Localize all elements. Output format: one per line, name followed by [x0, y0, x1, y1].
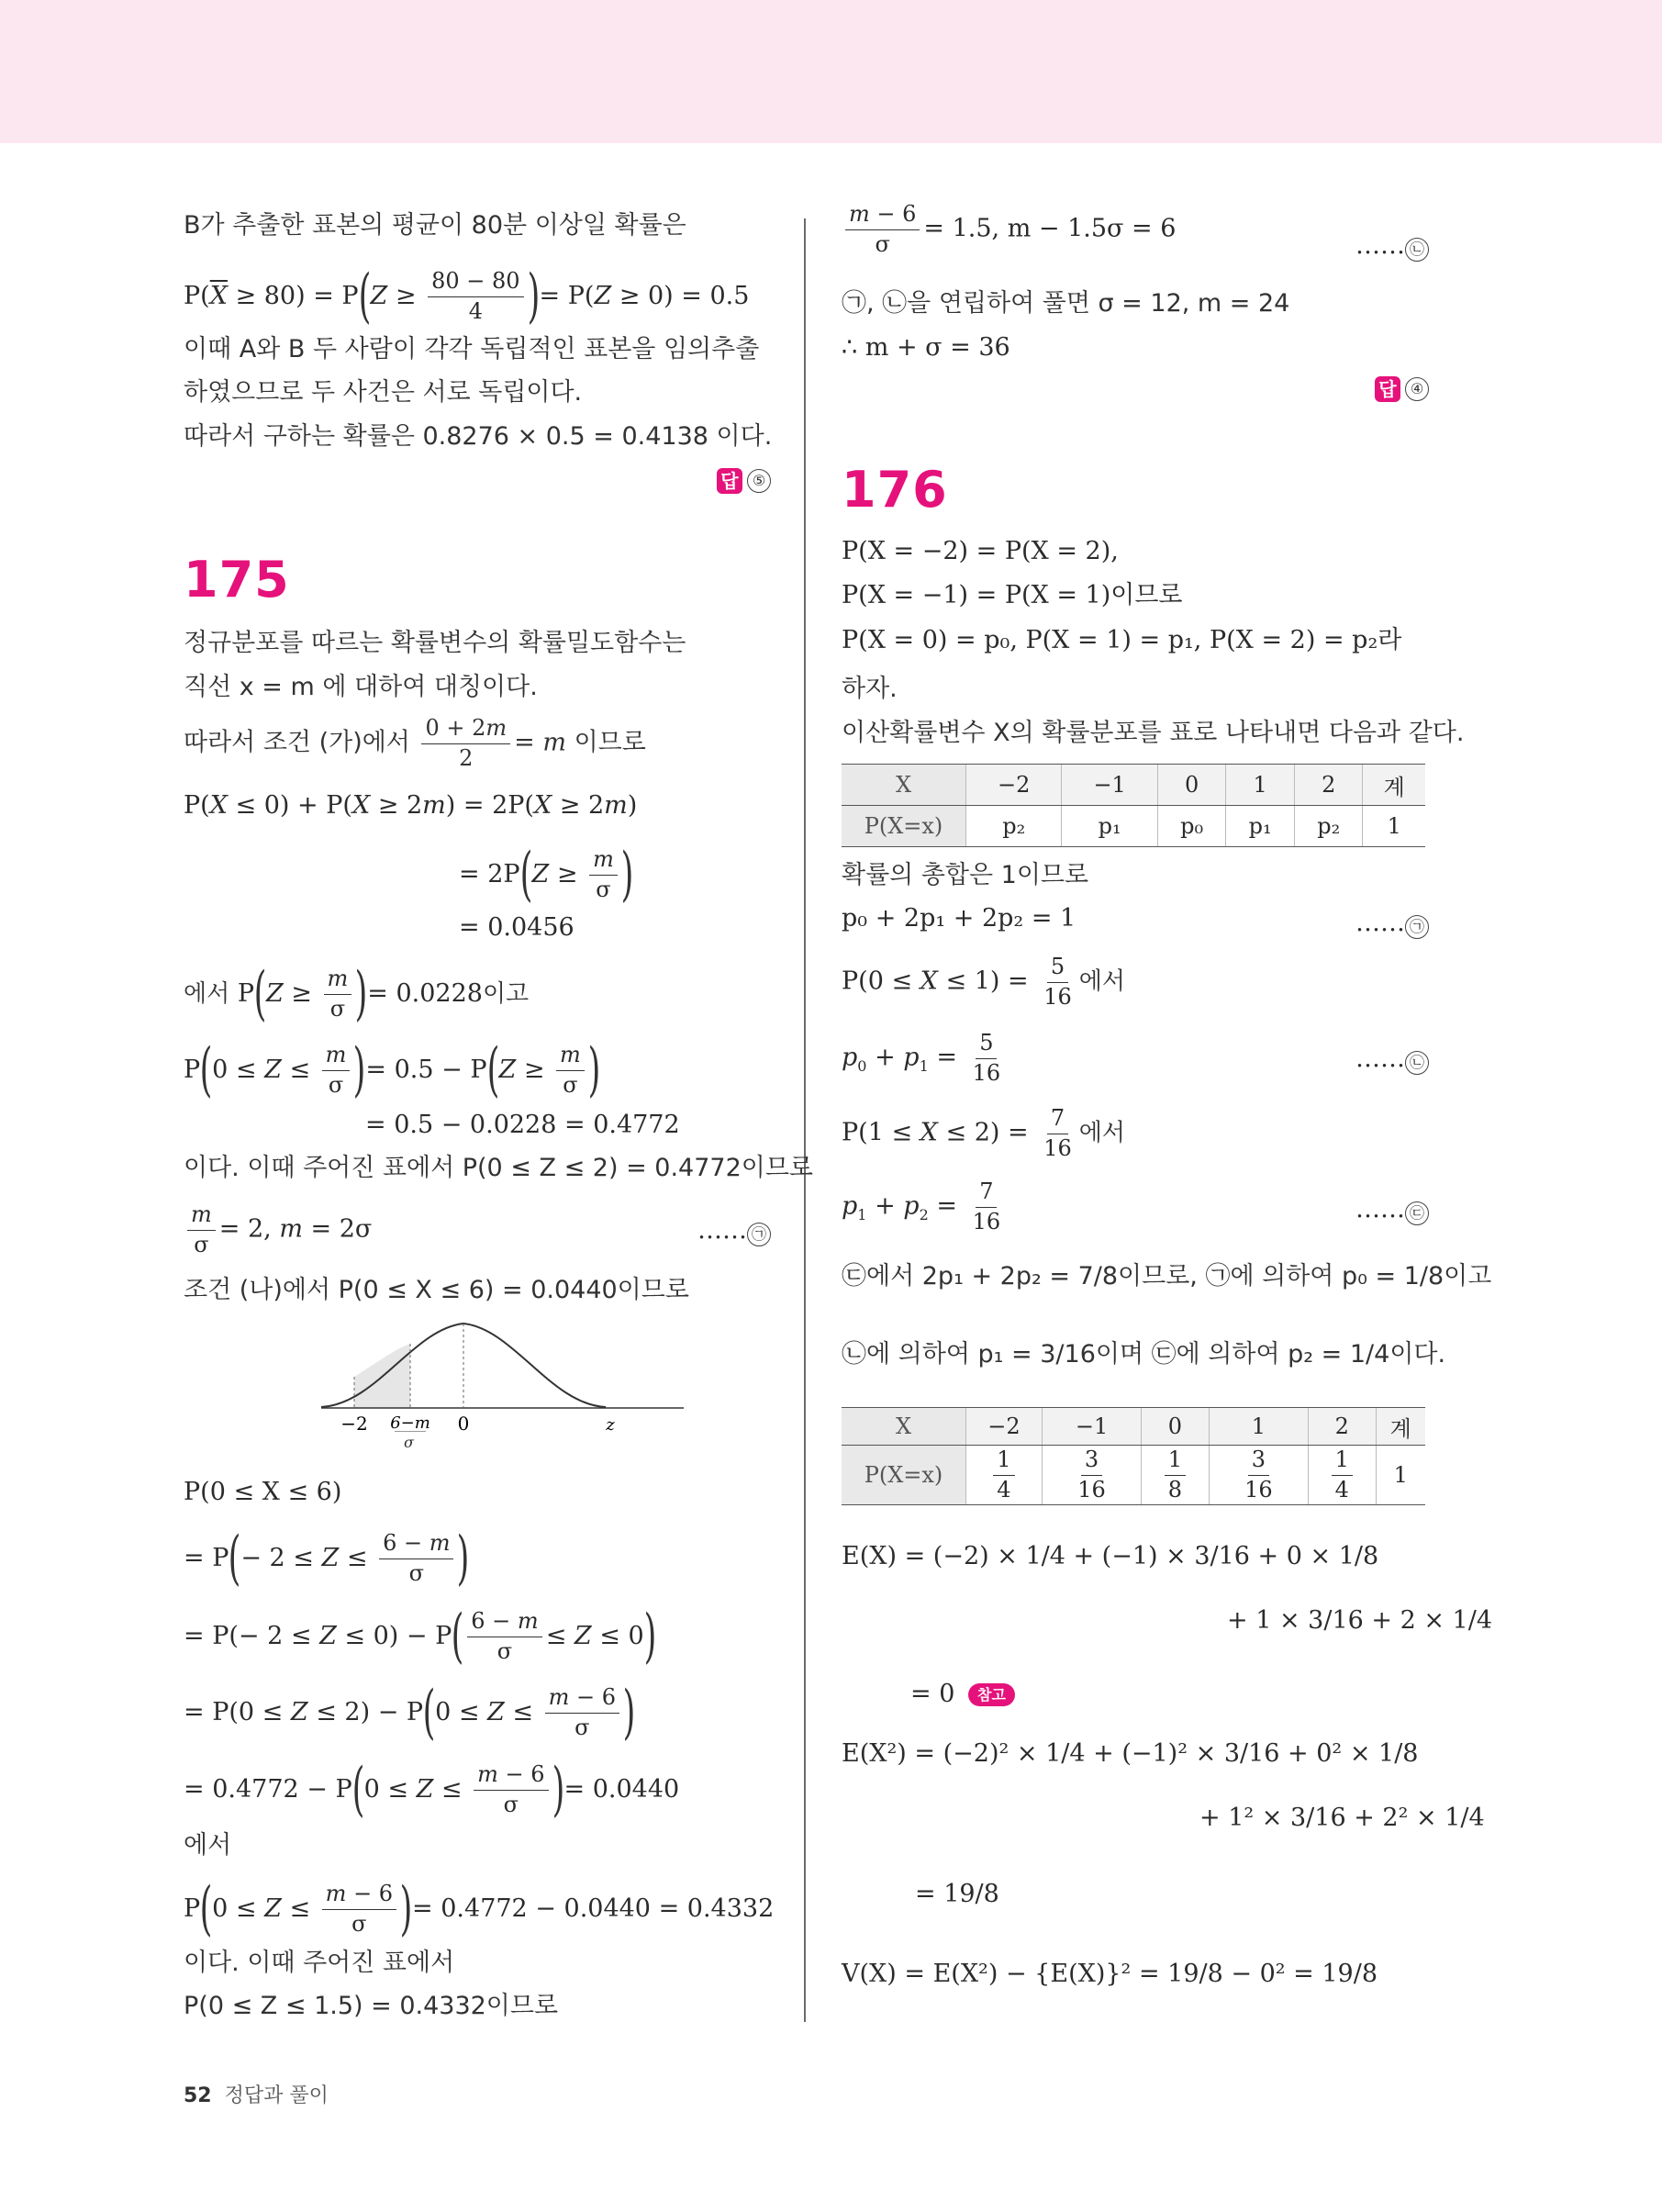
fraction-num: 3 — [1081, 1447, 1102, 1476]
text-span: = 0 — [910, 1680, 955, 1708]
math-line: P(0 ≤ X ≤ 6) — [184, 1478, 342, 1506]
answer-badge: 답 — [717, 468, 742, 494]
table-cell: 1 — [1209, 1408, 1308, 1446]
equation-tag: …… ㉠ — [1355, 909, 1429, 939]
header-band — [0, 0, 1662, 143]
table-cell: p₀ — [1157, 806, 1226, 847]
circled-label: ㉡ — [1405, 238, 1429, 262]
math-line: P(0 ≤ Z ≤ $\frac{m - 6}{\sigma}$ )= 0.4772 − 0.0440 = 0.4332 — [184, 1875, 775, 1943]
text-line: 이때 A와 B 두 사람이 각각 독립적인 표본을 임의추출 — [184, 335, 760, 363]
circled-label: ㉠ — [1405, 915, 1429, 939]
table-cell: 0 — [1157, 765, 1226, 806]
math-line: P(X ≤ 0) + P(X ≥ 2m) = 2P(X ≥ 2m) — [184, 791, 638, 820]
table-cell: 1 — [1226, 765, 1295, 806]
answer-mark — [1375, 376, 1429, 402]
math-line: $p_1 + p_2$ = $\frac{7}{16}$ — [842, 1179, 1001, 1234]
math-line: E(X²) = (−2)² × 1/4 + (−1)² × 3/16 + 0² × 1/8 — [842, 1739, 1419, 1768]
axis-label: 6−m — [390, 1413, 430, 1432]
text-line: 하자. — [842, 675, 898, 703]
table-cell: 1 — [1363, 806, 1425, 847]
table-cell — [1142, 1446, 1210, 1505]
math-line: = 2P(Z ≥ $\frac{m}{\sigma}$ ) — [459, 841, 634, 909]
math-line: 따라서 조건 (가)에서 $\frac{0 + 2m}{2}$ = m 이므로 — [184, 715, 646, 771]
table-cell: p₂ — [966, 806, 1062, 847]
text-line: 정규분포를 따르는 확률변수의 확률밀도함수는 — [184, 629, 686, 657]
math-line: = 0.0456 — [459, 913, 574, 942]
fraction-den: 8 — [1167, 1476, 1183, 1503]
math-line: = P(0 ≤ Z ≤ 2) − P(0 ≤ Z ≤ $\frac{m - 6}{\sigma}$ ) — [184, 1679, 636, 1747]
problem-number: 176 — [842, 461, 948, 519]
table-cell: 계 — [1376, 1408, 1425, 1446]
math-line: P(X = −1) = P(X = 1)이므로 — [842, 581, 1183, 609]
text-span: 에서 — [1078, 967, 1125, 996]
text-line: P(0 ≤ Z ≤ 1.5) = 0.4332이므로 — [184, 1992, 559, 2020]
answer-choice: ⑤ — [747, 469, 771, 493]
text-line: 이다. 이때 주어진 표에서 — [184, 1949, 455, 1977]
math-line: P(0 ≤ X ≤ 1) = $\frac{5}{16}$ 에서 — [842, 954, 1125, 1010]
text-line: 조건 (나)에서 P(0 ≤ X ≤ 6) = 0.0440이므로 — [184, 1276, 689, 1304]
axis-label: σ — [404, 1434, 414, 1451]
math-line: $p_0 + p_1$ = $\frac{5}{16}$ — [842, 1030, 1001, 1086]
axis-label: 0 — [457, 1413, 470, 1432]
distribution-table — [842, 764, 1425, 847]
fraction-den: 4 — [997, 1476, 1011, 1503]
math-line: = P(− 2 ≤ Z ≤ 0) − P( $\frac{6 - m}{\sigma}$ ≤ Z ≤ 0) — [184, 1603, 656, 1670]
distribution-table — [842, 1407, 1425, 1505]
fraction-num: 1 — [1165, 1447, 1186, 1476]
math-line: V(X) = E(X²) − {E(X)}² = 19/8 − 0² = 19/8 — [842, 1960, 1378, 1988]
column-divider — [804, 218, 806, 2022]
text-span: 이므로 — [574, 728, 646, 757]
fraction-num: 1 — [993, 1447, 1014, 1476]
text-line: 이다. 이때 주어진 표에서 P(0 ≤ Z ≤ 2) = 0.4772이므로 — [184, 1154, 814, 1182]
fraction-num: 3 — [1248, 1447, 1269, 1476]
math-line: P(X = −2) = P(X = 2), — [842, 537, 1119, 565]
text-line: 확률의 총합은 1이므로 — [842, 861, 1089, 889]
table-cell: X — [842, 1408, 966, 1446]
table-cell: 0 — [1142, 1408, 1210, 1446]
math-line: = 0.4772 − P(0 ≤ Z ≤ $\frac{m - 6}{\sigma}$ )= 0.0440 — [184, 1756, 680, 1824]
equation-tag: …… ㉠ — [697, 1216, 771, 1246]
table-cell: 1 — [1376, 1446, 1425, 1505]
text-line: ㉢에서 2p₁ + 2p₂ = 7/8이므로, ㉠에 의하여 p₀ = 1/8이고 — [842, 1262, 1492, 1290]
note-badge: 참고 — [968, 1683, 1015, 1706]
table-cell: −2 — [966, 765, 1062, 806]
circled-label: ㉠ — [747, 1223, 771, 1246]
table-cell: −2 — [966, 1408, 1043, 1446]
text-span: 이고 — [482, 979, 530, 1008]
answer-choice: ④ — [1405, 377, 1429, 401]
text-span: 따라서 조건 (가)에서 — [184, 728, 410, 757]
math-line: = 0.5 − 0.0228 = 0.4772 — [365, 1111, 680, 1139]
table-cell: −1 — [1042, 1408, 1141, 1446]
table-cell: X — [842, 765, 966, 806]
text-line: B가 추출한 표본의 평균이 80분 이상일 확률은 — [184, 211, 686, 240]
table-header-row — [842, 1408, 1425, 1446]
answer-mark — [717, 468, 771, 494]
fraction-den: 16 — [1244, 1476, 1273, 1503]
text-span: 에서 — [1078, 1119, 1125, 1147]
table-cell: p₁ — [1226, 806, 1295, 847]
math-line: + 1 × 3/16 + 2 × 1/4 — [1227, 1606, 1493, 1635]
normal-curve-graph — [321, 1313, 688, 1432]
shaded-area — [336, 1344, 410, 1408]
equation-tag: …… ㉡ — [1355, 1045, 1429, 1075]
math-line: $\frac{m}{\sigma}$ = 2, m = 2σ — [184, 1202, 372, 1257]
math-line: = P(− 2 ≤ Z ≤ $\frac{6 - m}{\sigma}$ ) — [184, 1525, 470, 1592]
table-cell: P(X=x) — [842, 1446, 966, 1505]
table-cell: p₁ — [1062, 806, 1157, 847]
fraction-num: 1 — [1332, 1447, 1353, 1476]
equation-tag: …… ㉢ — [1355, 1195, 1429, 1225]
circled-label: ㉢ — [1405, 1201, 1429, 1225]
problem-number: 175 — [184, 551, 290, 609]
text-line: 이산확률변수 X의 확률분포를 표로 나타내면 다음과 같다. — [842, 719, 1465, 747]
fraction-den: 16 — [1077, 1476, 1106, 1503]
math-line: E(X) = (−2) × 1/4 + (−1) × 3/16 + 0 × 1/8 — [842, 1542, 1379, 1570]
table-cell: 2 — [1308, 1408, 1376, 1446]
table-cell: 계 — [1363, 765, 1425, 806]
text-span: = 1.5, m − 1.5σ = 6 — [923, 214, 1177, 243]
text-line: 따라서 구하는 확률은 0.8276 × 0.5 = 0.4138 이다. — [184, 422, 773, 451]
circled-label: ㉡ — [1405, 1051, 1429, 1075]
fraction-den: 4 — [1334, 1476, 1349, 1503]
math-line: P(1 ≤ X ≤ 2) = $\frac{7}{16}$ 에서 — [842, 1105, 1125, 1161]
table-cell: 2 — [1294, 765, 1363, 806]
table-cell: p₂ — [1294, 806, 1363, 847]
text-line: 에서 — [184, 1831, 232, 1860]
table-cell — [1209, 1446, 1308, 1505]
answer-badge: 답 — [1375, 376, 1400, 402]
page-footer — [184, 2080, 329, 2108]
text-span: = 0.4772 − 0.0440 = 0.4332 — [412, 1894, 775, 1923]
text-line: 직선 x = m 에 대하여 대칭이다. — [184, 673, 538, 701]
text-line: 하였으므로 두 사건은 서로 독립이다. — [184, 378, 583, 407]
math-line — [910, 1680, 1015, 1709]
axis-label: −2 — [340, 1413, 368, 1432]
table-row — [842, 1446, 1425, 1505]
text-line: ㉠, ㉡을 연립하여 풀면 σ = 12, m = 24 — [842, 289, 1290, 318]
table-cell: P(X=x) — [842, 806, 966, 847]
math-line: + 1² × 3/16 + 2² × 1/4 — [1199, 1804, 1485, 1832]
table-header-row — [842, 765, 1425, 806]
table-cell: −1 — [1062, 765, 1157, 806]
math-line: P(X = 0) = p₀, P(X = 1) = p₁, P(X = 2) = p₂라 — [842, 626, 1402, 654]
table-cell — [1308, 1446, 1376, 1505]
text-line: ㉡에 의하여 p₁ = 3/16이며 ㉢에 의하여 p₂ = 1/4이다. — [842, 1340, 1446, 1369]
math-line: $\frac{m - 6}{\sigma}$ = 1.5, m − 1.5σ = 6 — [842, 202, 1176, 257]
axis-label: z — [606, 1415, 615, 1432]
footer-title: 정답과 풀이 — [224, 2084, 329, 2107]
math-line: P(0 ≤ Z ≤ $\frac{m}{\sigma}$ )= 0.5 − P(Z ≥ $\frac{m}{\sigma}$ ) — [184, 1036, 601, 1104]
table-cell — [966, 1446, 1043, 1505]
math-line: ∴ m + σ = 36 — [842, 333, 1010, 362]
math-line: $P(\overline{X} \ge 80) = P(Z$ ≥ $\frac{80 - 80}{4}$ )= P(Z ≥ 0) = 0.5 — [184, 263, 750, 330]
table-cell — [1042, 1446, 1141, 1505]
math-line: 에서 P(Z ≥ $\frac{m}{\sigma}$ )= 0.0228이고 — [184, 960, 530, 1028]
text-span: 에서 — [184, 979, 230, 1008]
table-row — [842, 806, 1425, 847]
math-line: = 19/8 — [915, 1880, 999, 1908]
equation-tag: …… ㉡ — [1355, 231, 1429, 262]
page-number: 52 — [184, 2084, 212, 2107]
math-line: p₀ + 2p₁ + 2p₂ = 1 — [842, 904, 1076, 933]
